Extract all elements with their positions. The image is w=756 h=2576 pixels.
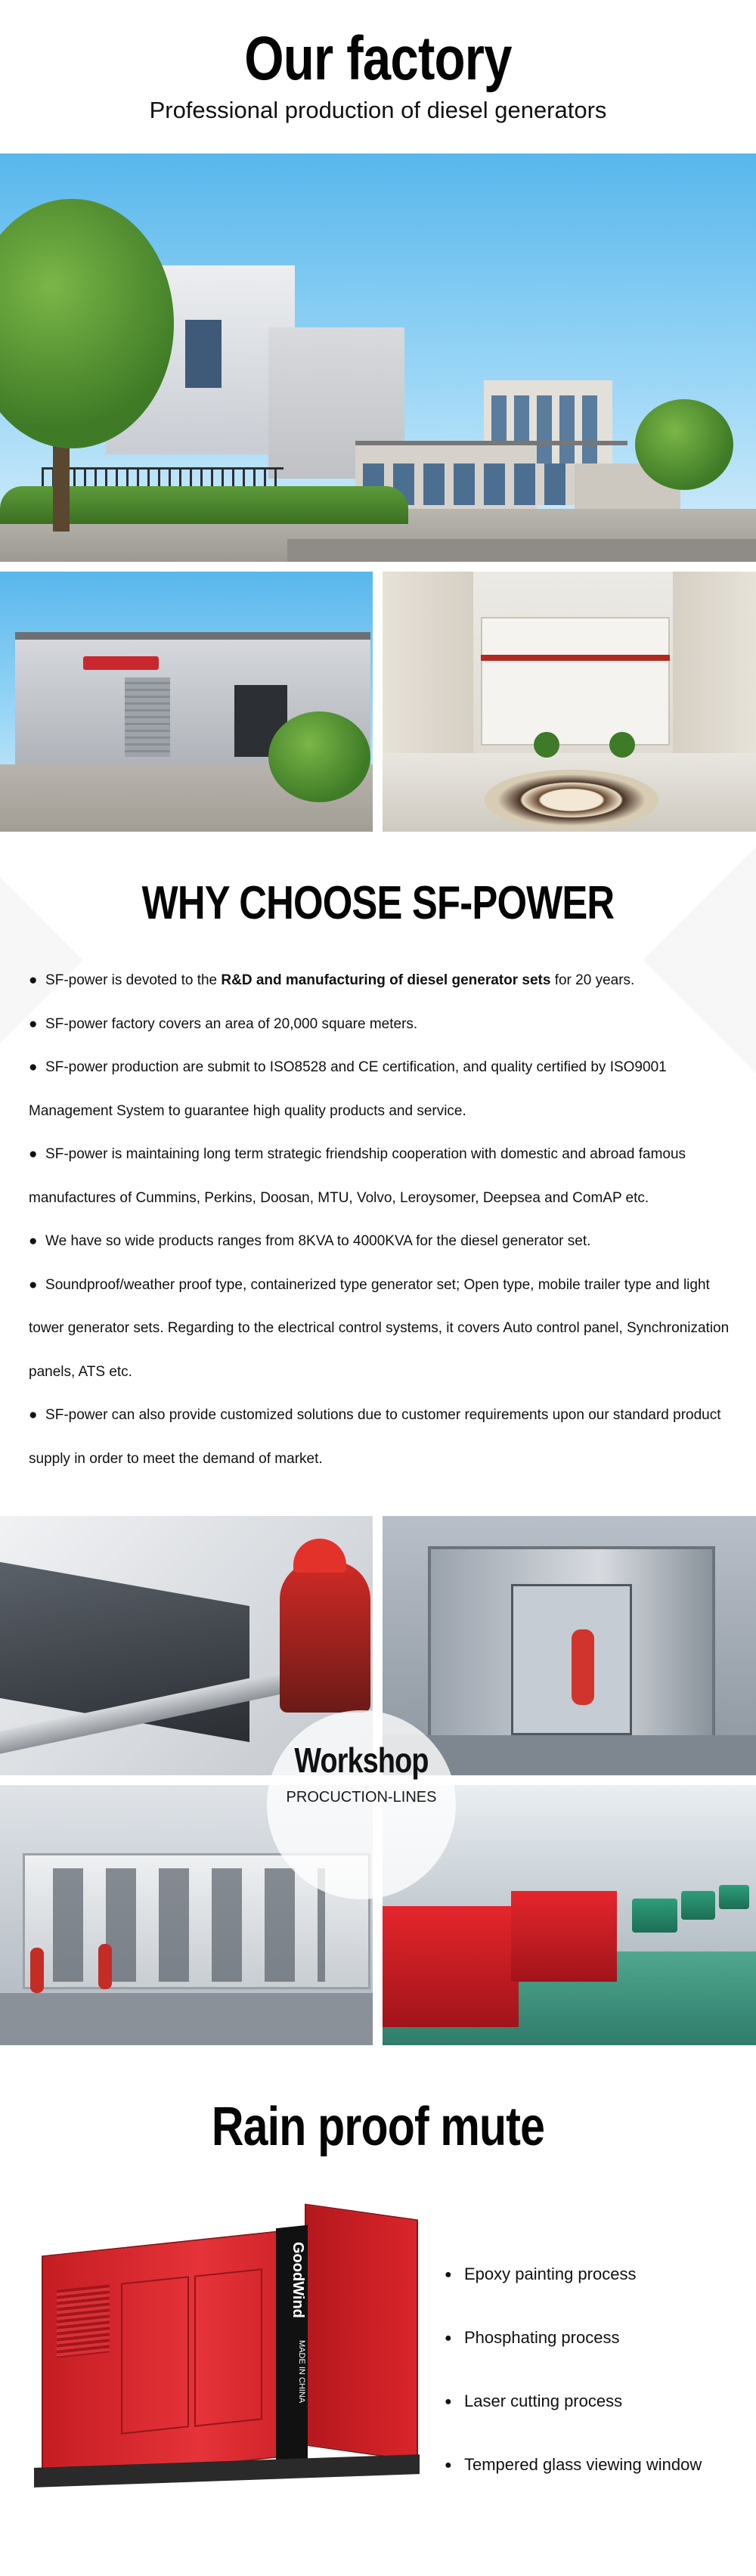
air-vent (57, 2284, 110, 2357)
feature-item: ● Tempered glass viewing window (445, 2433, 747, 2497)
safety-helmet (293, 1539, 346, 1573)
warehouse-photo (0, 572, 373, 832)
tree (635, 399, 733, 490)
worker (280, 1561, 370, 1713)
green-generator (719, 1885, 749, 1909)
why-item: ● SF-power is devoted to the R&D and manufacturing of diesel generator sets for 20 years. (29, 972, 635, 988)
silent-generator-image (26, 2212, 427, 2503)
feature-item: ● Laser cutting process (445, 2370, 747, 2433)
workshop-floor (0, 1993, 373, 2045)
factory-exterior-photo (0, 153, 756, 562)
workshop-subtitle: PROCUCTION-LINES (286, 1789, 437, 1806)
tree (268, 711, 370, 802)
green-generator (681, 1891, 715, 1920)
why-choose-list (29, 959, 732, 1480)
access-door (194, 2268, 262, 2426)
rolling-door (125, 677, 170, 757)
brand-logo: GoodWind (290, 2242, 306, 2318)
why-item: ● SF-power factory covers an area of 20,000 square meters. (29, 1015, 418, 1032)
why-item: ● We have so wide products ranges from 8KVA to 4000KVA for the diesel generator set. (29, 1233, 591, 1249)
why-item: ● SF-power is maintaining long term strategic friendship cooperation with domestic and abroad famous manufactures of Cummins, Perkins, Doosan, MTU, Volvo, Leroysomer, Deepsea and ComAP etc. (29, 1146, 686, 1206)
warehouse-roof (15, 632, 370, 640)
factory-subtitle: Professional production of diesel generators (149, 97, 607, 123)
building-window (185, 320, 222, 388)
feature-item: ● Epoxy painting process (445, 2243, 747, 2306)
potted-plant (534, 732, 559, 758)
floor-medallion (485, 770, 658, 830)
red-generator (383, 1906, 519, 2027)
company-sign (83, 656, 159, 670)
why-item: ● SF-power can also provide customized solutions due to customer requirements upon our standard product supply in order to meet the demand of market. (29, 1407, 721, 1467)
lobby-photo (383, 572, 756, 832)
why-item: ● SF-power production are submit to ISO8528 and CE certification, and quality certified by ISO9001 Management System to guarantee high quality products and service. (29, 1059, 667, 1119)
potted-plant (609, 732, 635, 758)
why-choose-title: WHY CHOOSE SF-POWER (141, 877, 615, 929)
red-generator (511, 1891, 617, 1982)
lobby-atrium (481, 617, 670, 746)
rainproof-title: Rain proof mute (211, 2097, 545, 2157)
building-roofline (355, 441, 627, 445)
worker (30, 1948, 44, 1993)
feature-item: ● Phosphating process (445, 2306, 747, 2370)
worker (98, 1944, 112, 1989)
green-generator (632, 1899, 677, 1933)
why-item: ● Soundproof/weather proof type, containerized type generator set; Open type, mobile trailer type and light tower generator sets. Regarding to the electrical control systems, it covers Auto control panel, Synchronization panels, ATS etc. (29, 1276, 730, 1380)
container-doors (53, 1868, 325, 1982)
workshop-container-photo (383, 1516, 756, 1775)
feature-list (445, 2243, 747, 2497)
factory-title: Our factory (244, 24, 512, 93)
access-door (121, 2276, 189, 2434)
balcony-rail (481, 655, 670, 661)
generator-side-panel (305, 2203, 418, 2461)
worker (572, 1629, 594, 1705)
made-in-label: MADE IN CHINA (297, 2340, 306, 2404)
road (287, 539, 756, 562)
workshop-title: Workshop (294, 1741, 429, 1780)
